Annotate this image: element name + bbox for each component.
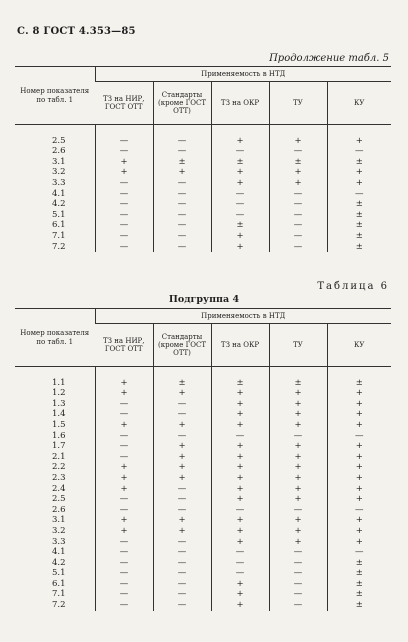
table-row: [15, 146, 391, 157]
applicability-mark: —: [269, 146, 327, 157]
applicability-mark: +: [327, 178, 391, 189]
applicability-mark: +: [327, 526, 391, 537]
applicability-mark: +: [211, 441, 269, 452]
applicability-mark: ±: [327, 558, 391, 569]
table-row: [15, 579, 391, 590]
applicability-mark: +: [327, 452, 391, 463]
applicability-mark: +: [95, 378, 153, 389]
applicability-mark: +: [95, 526, 153, 537]
table-row: [15, 462, 391, 473]
applicability-mark: —: [95, 568, 153, 579]
applicability-mark: —: [211, 558, 269, 569]
applicability-header: Применяемость в НТД: [95, 309, 391, 324]
applicability-mark: —: [95, 189, 153, 200]
applicability-mark: +: [211, 589, 269, 600]
col-header-ku: КУ: [327, 82, 391, 125]
table-row: [15, 409, 391, 420]
applicability-header: Применяемость в НТД: [95, 67, 391, 82]
indicator-number: 7.1: [51, 589, 66, 600]
indicator-number: 3.3: [51, 177, 66, 188]
applicability-mark: —: [269, 210, 327, 221]
applicability-mark: —: [211, 568, 269, 579]
applicability-mark: +: [95, 167, 153, 178]
indicator-number: 3.2: [51, 525, 66, 536]
applicability-mark: —: [211, 505, 269, 516]
applicability-mark: ±: [153, 157, 211, 168]
indicator-number: 2.2: [51, 462, 66, 473]
applicability-mark: —: [153, 210, 211, 221]
indicator-number: 2.5: [51, 494, 66, 505]
applicability-mark: +: [327, 441, 391, 452]
col-header-tz-okr: ТЗ на ОКР: [211, 324, 269, 367]
table-row: [15, 484, 391, 495]
applicability-mark: +: [327, 399, 391, 410]
indicator-number: 1.2: [51, 388, 66, 399]
table-5-body: [15, 125, 391, 253]
indicator-number: 7.2: [51, 241, 66, 252]
table-row: [15, 494, 391, 505]
applicability-mark: —: [95, 399, 153, 410]
table-row: [15, 589, 391, 600]
col-header-ku: КУ: [327, 324, 391, 367]
applicability-mark: +: [327, 420, 391, 431]
applicability-mark: +: [269, 420, 327, 431]
col-header-tz-okr: ТЗ на ОКР: [211, 82, 269, 125]
applicability-mark: +: [211, 515, 269, 526]
applicability-mark: —: [269, 231, 327, 242]
applicability-mark: +: [269, 462, 327, 473]
applicability-mark: —: [95, 220, 153, 231]
applicability-mark: ±: [211, 157, 269, 168]
indicator-number: 2.1: [51, 451, 66, 462]
applicability-mark: —: [153, 136, 211, 147]
applicability-mark: —: [153, 242, 211, 253]
applicability-mark: —: [269, 431, 327, 442]
applicability-mark: +: [211, 136, 269, 147]
applicability-mark: ±: [327, 568, 391, 579]
indicator-number: 3.1: [51, 515, 66, 526]
applicability-mark: +: [327, 388, 391, 399]
applicability-mark: +: [211, 484, 269, 495]
table-row: [15, 378, 391, 389]
indicator-number: 2.6: [51, 504, 66, 515]
table-row: [15, 189, 391, 200]
applicability-mark: +: [211, 537, 269, 548]
applicability-mark: —: [153, 558, 211, 569]
applicability-mark: ±: [327, 199, 391, 210]
applicability-mark: —: [153, 189, 211, 200]
applicability-mark: +: [211, 167, 269, 178]
applicability-mark: —: [153, 547, 211, 558]
indicator-number: 3.2: [51, 167, 66, 178]
applicability-mark: —: [95, 231, 153, 242]
applicability-mark: —: [153, 178, 211, 189]
applicability-mark: —: [153, 505, 211, 516]
applicability-mark: +: [211, 579, 269, 590]
table-row: [15, 600, 391, 611]
table-row: [15, 537, 391, 548]
applicability-mark: —: [153, 589, 211, 600]
applicability-mark: +: [95, 462, 153, 473]
applicability-mark: —: [269, 220, 327, 231]
applicability-mark: —: [269, 505, 327, 516]
applicability-mark: —: [269, 589, 327, 600]
col-header-tz-nir: ТЗ на НИР, ГОСТ ОТТ: [95, 324, 153, 367]
applicability-mark: —: [269, 189, 327, 200]
subgroup-title: Подгруппа 4: [168, 294, 240, 305]
applicability-mark: —: [153, 537, 211, 548]
applicability-mark: +: [269, 441, 327, 452]
applicability-mark: +: [95, 484, 153, 495]
applicability-mark: +: [327, 473, 391, 484]
applicability-mark: +: [153, 420, 211, 431]
applicability-mark: +: [269, 484, 327, 495]
applicability-mark: —: [211, 146, 269, 157]
applicability-mark: +: [269, 388, 327, 399]
table-row: [15, 526, 391, 537]
applicability-mark: ±: [269, 157, 327, 168]
applicability-mark: ±: [211, 220, 269, 231]
applicability-mark: —: [211, 189, 269, 200]
applicability-mark: ±: [327, 579, 391, 590]
table-row: [15, 242, 391, 253]
indicator-number: 2.3: [51, 472, 66, 483]
applicability-mark: —: [95, 146, 153, 157]
table-row: [15, 199, 391, 210]
indicator-number: 3.3: [51, 536, 66, 547]
applicability-mark: —: [153, 199, 211, 210]
applicability-mark: —: [269, 242, 327, 253]
applicability-mark: +: [211, 399, 269, 410]
applicability-mark: —: [95, 199, 153, 210]
table-row: [15, 473, 391, 484]
table-row: [15, 420, 391, 431]
indicator-number: 1.1: [51, 377, 66, 388]
applicability-mark: —: [211, 547, 269, 558]
applicability-mark: +: [269, 473, 327, 484]
applicability-mark: —: [153, 600, 211, 611]
indicator-number: 1.5: [51, 419, 66, 430]
applicability-mark: +: [153, 526, 211, 537]
applicability-mark: +: [269, 515, 327, 526]
applicability-mark: ±: [211, 378, 269, 389]
applicability-mark: —: [153, 568, 211, 579]
applicability-mark: +: [95, 388, 153, 399]
applicability-mark: —: [211, 431, 269, 442]
indicator-column-header: Номер показателя по табл. 1: [15, 309, 95, 367]
applicability-mark: +: [269, 399, 327, 410]
applicability-mark: —: [153, 409, 211, 420]
applicability-mark: +: [211, 452, 269, 463]
applicability-mark: —: [95, 409, 153, 420]
applicability-mark: —: [95, 505, 153, 516]
indicator-number: 6.1: [51, 578, 66, 589]
indicator-number: 4.2: [51, 557, 66, 568]
applicability-mark: —: [153, 431, 211, 442]
applicability-mark: ±: [327, 600, 391, 611]
applicability-mark: —: [95, 589, 153, 600]
applicability-mark: —: [95, 558, 153, 569]
table-row: [15, 399, 391, 410]
applicability-mark: +: [269, 537, 327, 548]
applicability-mark: —: [327, 189, 391, 200]
applicability-mark: +: [153, 441, 211, 452]
applicability-mark: —: [211, 210, 269, 221]
indicator-number: 2.4: [51, 483, 66, 494]
applicability-mark: —: [327, 146, 391, 157]
indicator-number: 7.1: [51, 230, 66, 241]
applicability-mark: +: [269, 136, 327, 147]
applicability-mark: ±: [327, 220, 391, 231]
applicability-mark: +: [211, 178, 269, 189]
applicability-mark: —: [269, 568, 327, 579]
indicator-number: 1.4: [51, 409, 66, 420]
indicator-number: 1.3: [51, 398, 66, 409]
applicability-mark: —: [95, 431, 153, 442]
applicability-mark: +: [211, 473, 269, 484]
applicability-mark: —: [269, 558, 327, 569]
applicability-mark: —: [95, 579, 153, 590]
applicability-mark: +: [269, 494, 327, 505]
applicability-mark: —: [153, 494, 211, 505]
applicability-mark: +: [327, 494, 391, 505]
applicability-mark: +: [327, 537, 391, 548]
applicability-mark: —: [95, 136, 153, 147]
applicability-mark: +: [95, 515, 153, 526]
applicability-mark: +: [153, 388, 211, 399]
applicability-mark: +: [211, 420, 269, 431]
table-5: [15, 66, 391, 252]
continuation-label: Продолжение табл. 5: [269, 53, 389, 64]
applicability-mark: —: [211, 199, 269, 210]
table-row: [15, 515, 391, 526]
indicator-number: 4.2: [51, 199, 66, 210]
applicability-mark: —: [269, 600, 327, 611]
applicability-mark: —: [269, 579, 327, 590]
applicability-mark: +: [269, 452, 327, 463]
applicability-mark: —: [269, 199, 327, 210]
col-header-standards: Стандарты (кроме ГОСТ ОТТ): [153, 82, 211, 125]
applicability-mark: —: [95, 547, 153, 558]
table-row: [15, 547, 391, 558]
applicability-mark: —: [95, 210, 153, 221]
table-row: [15, 167, 391, 178]
applicability-mark: —: [95, 600, 153, 611]
applicability-mark: ±: [327, 242, 391, 253]
applicability-mark: +: [269, 526, 327, 537]
applicability-mark: +: [327, 136, 391, 147]
applicability-mark: +: [153, 167, 211, 178]
applicability-mark: ±: [327, 210, 391, 221]
applicability-mark: —: [153, 146, 211, 157]
indicator-number: 7.2: [51, 600, 66, 611]
table-row: [15, 558, 391, 569]
indicator-number: 4.1: [51, 547, 66, 558]
applicability-mark: —: [269, 547, 327, 558]
applicability-mark: —: [153, 579, 211, 590]
indicator-number: 3.1: [51, 156, 66, 167]
table-row: [15, 220, 391, 231]
table-row: [15, 210, 391, 221]
table-row: [15, 452, 391, 463]
applicability-mark: +: [153, 452, 211, 463]
indicator-number: 5.1: [51, 209, 66, 220]
indicator-number: 4.1: [51, 188, 66, 199]
col-header-tu: ТУ: [269, 324, 327, 367]
applicability-mark: +: [95, 473, 153, 484]
applicability-mark: —: [153, 220, 211, 231]
applicability-mark: +: [269, 178, 327, 189]
table-row: [15, 441, 391, 452]
indicator-number: 2.6: [51, 146, 66, 157]
applicability-mark: —: [95, 537, 153, 548]
applicability-mark: +: [327, 409, 391, 420]
page-header: С. 8 ГОСТ 4.353—85: [17, 26, 136, 37]
applicability-mark: +: [327, 515, 391, 526]
applicability-mark: +: [153, 462, 211, 473]
applicability-mark: —: [95, 178, 153, 189]
applicability-mark: +: [211, 388, 269, 399]
applicability-mark: +: [153, 473, 211, 484]
table-row: [15, 231, 391, 242]
table-row: [15, 178, 391, 189]
applicability-mark: +: [211, 242, 269, 253]
applicability-mark: +: [211, 600, 269, 611]
indicator-number: 2.5: [51, 135, 66, 146]
indicator-number: 6.1: [51, 220, 66, 231]
col-header-tz-nir: ТЗ на НИР, ГОСТ ОТТ: [95, 82, 153, 125]
applicability-mark: —: [153, 484, 211, 495]
table-row: [15, 157, 391, 168]
applicability-mark: —: [95, 494, 153, 505]
applicability-mark: ±: [327, 378, 391, 389]
table-row: [15, 431, 391, 442]
applicability-mark: +: [153, 515, 211, 526]
applicability-mark: +: [95, 420, 153, 431]
applicability-mark: —: [327, 431, 391, 442]
applicability-mark: +: [327, 462, 391, 473]
applicability-mark: +: [211, 409, 269, 420]
applicability-mark: +: [327, 484, 391, 495]
col-header-tu: ТУ: [269, 82, 327, 125]
applicability-mark: +: [211, 462, 269, 473]
table-row: [15, 388, 391, 399]
applicability-mark: —: [95, 452, 153, 463]
indicator-column-header: Номер показателя по табл. 1: [15, 67, 95, 125]
applicability-mark: +: [269, 167, 327, 178]
applicability-mark: ±: [153, 378, 211, 389]
applicability-mark: —: [95, 242, 153, 253]
indicator-number: 1.6: [51, 430, 66, 441]
applicability-mark: +: [211, 231, 269, 242]
applicability-mark: +: [269, 409, 327, 420]
table-row: [15, 568, 391, 579]
applicability-mark: +: [211, 526, 269, 537]
col-header-standards: Стандарты (кроме ГОСТ ОТТ): [153, 324, 211, 367]
applicability-mark: ±: [327, 231, 391, 242]
table-row: [15, 136, 391, 147]
indicator-number: 5.1: [51, 568, 66, 579]
applicability-mark: +: [327, 167, 391, 178]
table-row: [15, 505, 391, 516]
table-6-body: [15, 367, 391, 611]
applicability-mark: ±: [269, 378, 327, 389]
applicability-mark: ±: [327, 157, 391, 168]
applicability-mark: +: [211, 494, 269, 505]
applicability-mark: —: [95, 441, 153, 452]
indicator-number: 1.7: [51, 441, 66, 452]
table-6: [15, 308, 391, 611]
applicability-mark: —: [327, 505, 391, 516]
applicability-mark: +: [95, 157, 153, 168]
applicability-mark: —: [153, 399, 211, 410]
table-6-label: Таблица 6: [317, 281, 389, 292]
applicability-mark: ±: [327, 589, 391, 600]
applicability-mark: —: [153, 231, 211, 242]
applicability-mark: —: [327, 547, 391, 558]
